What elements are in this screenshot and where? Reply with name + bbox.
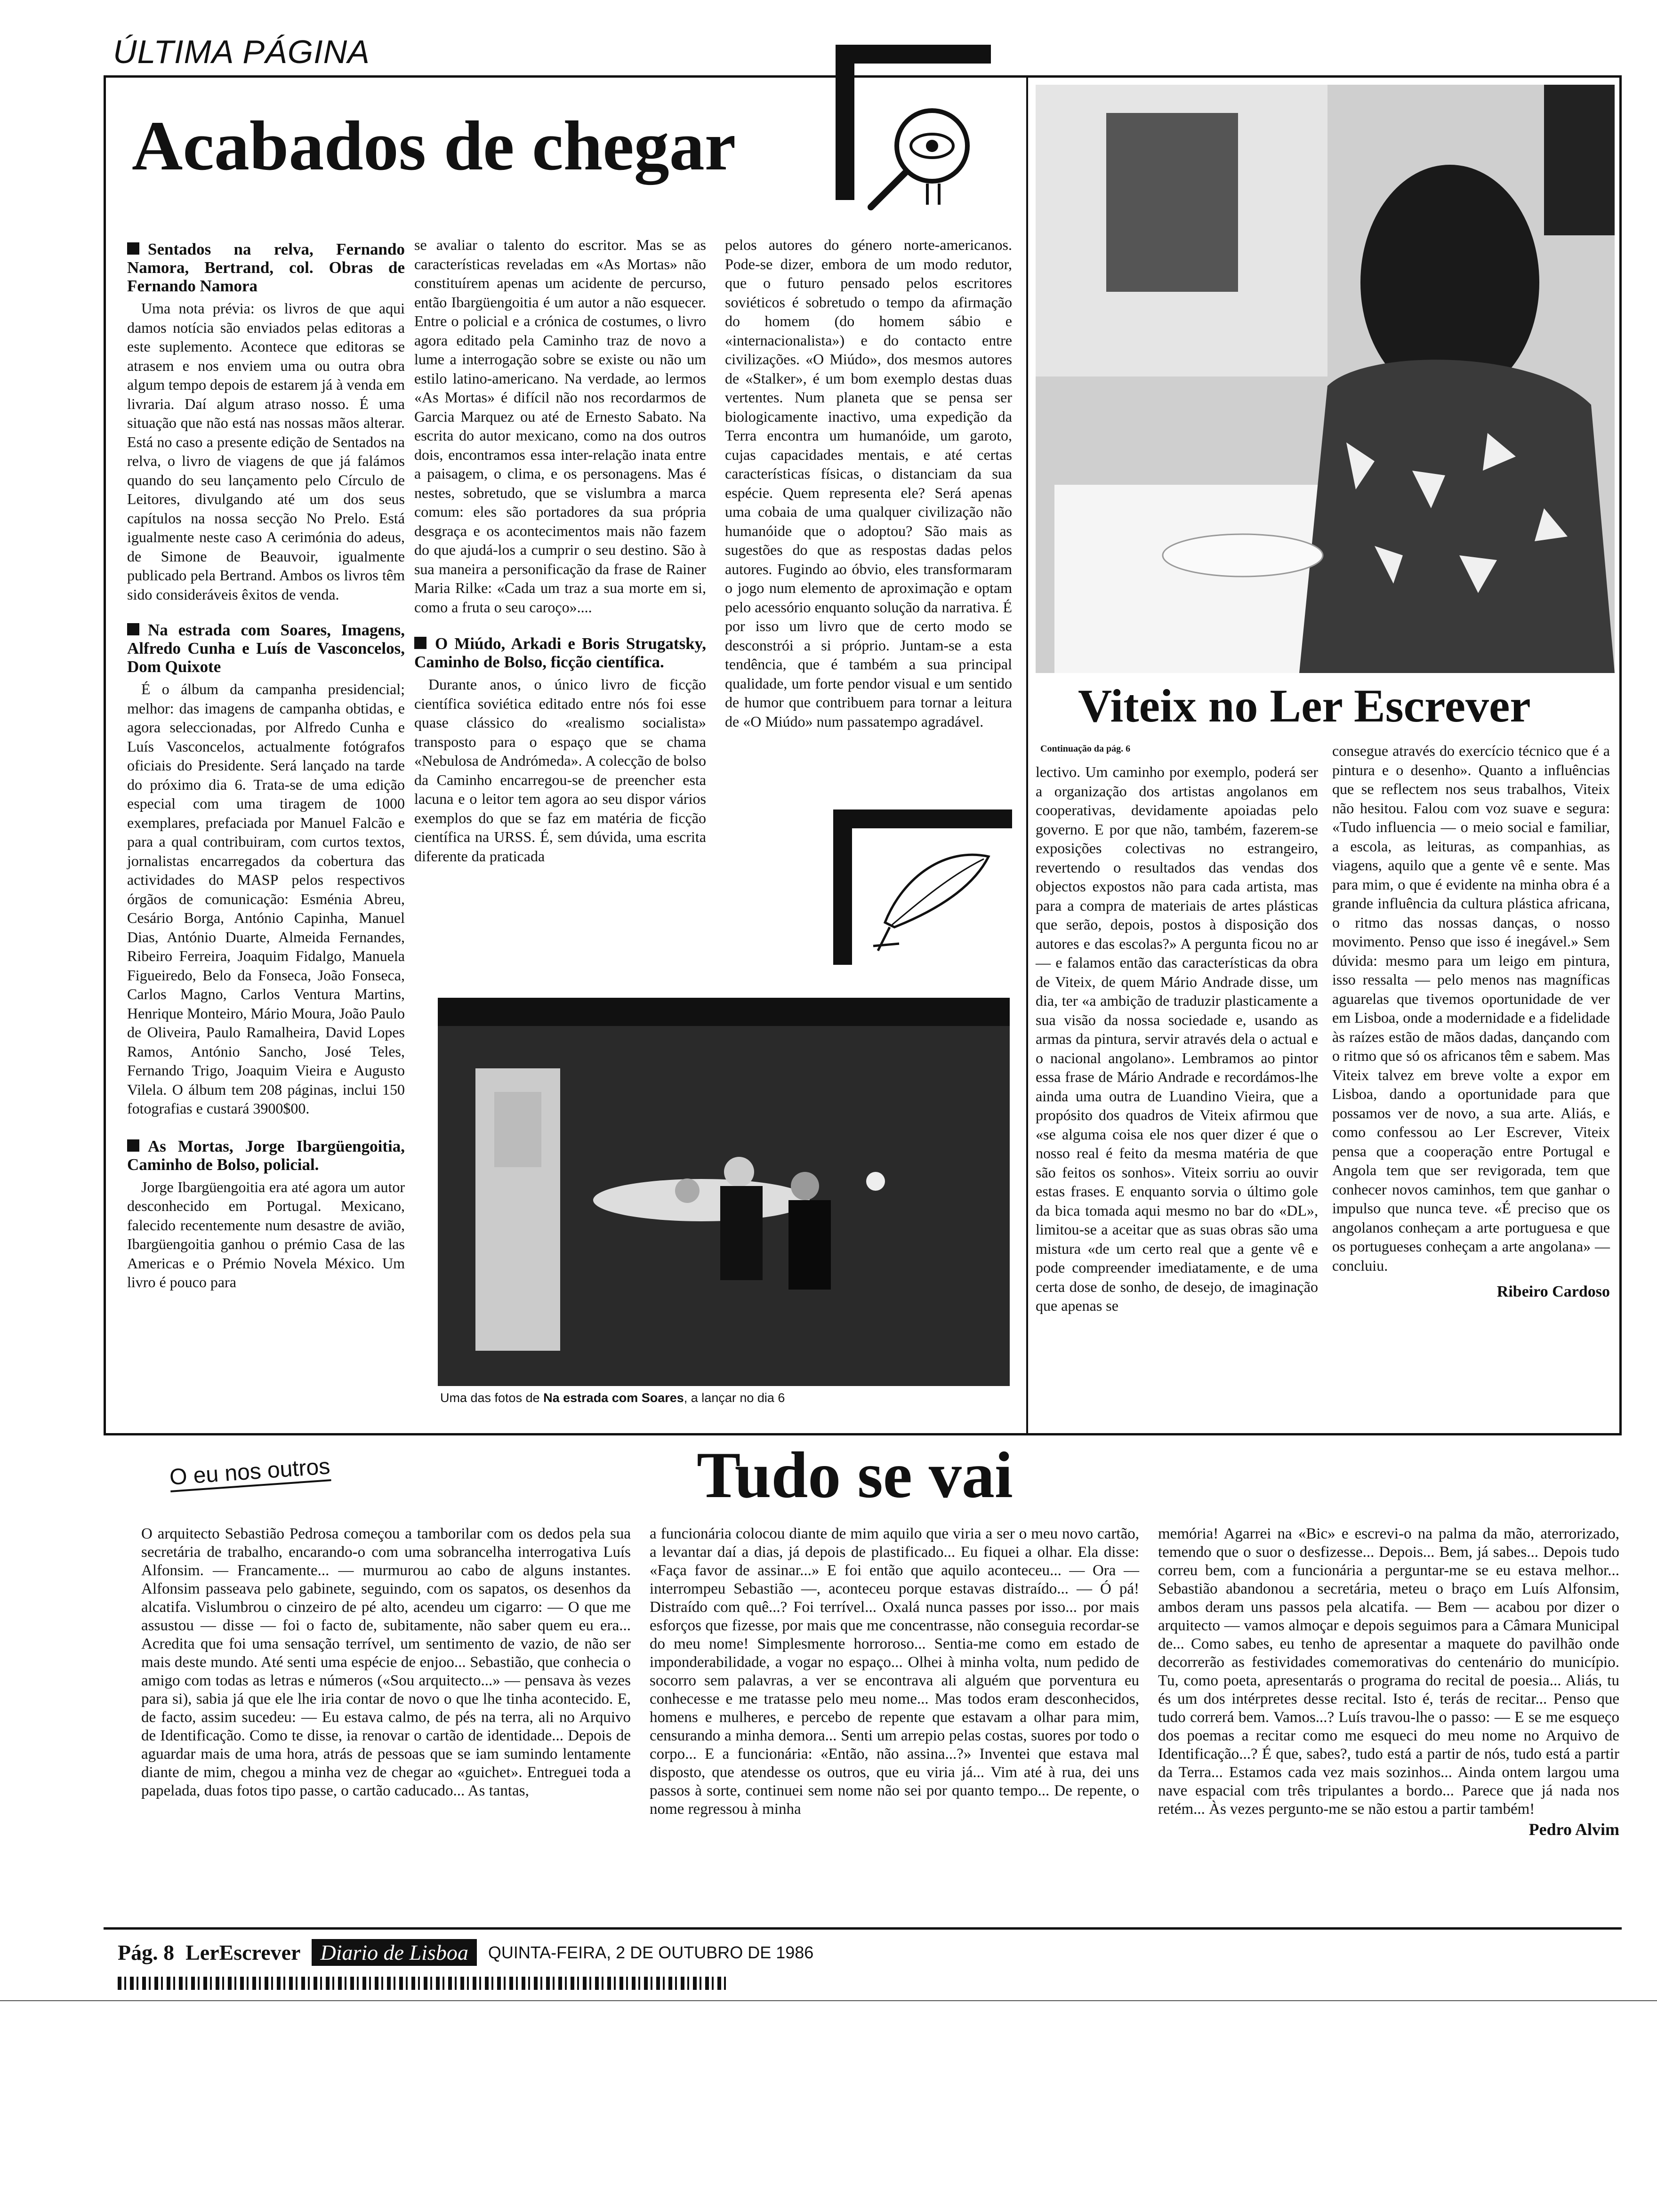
bullet-square-icon (127, 1139, 139, 1152)
book-item-title: Sentados na relva, Fernando Namora, Bertrand, col. Obras de Fernando Namora (127, 240, 405, 295)
article-column-2 (414, 235, 706, 866)
book-item-text: É o álbum da campanha presidencial; melhor: das imagens de campanha obtidas, e agora seleccionadas, por Alfredo Cunha e Luís Vasconcelos, actualmente fotógrafos oficiais do Presidente. Será lançado na tarde do próximo dia 6. Trata-se de uma edição especial com uma tiragem de 1000 exemplares, prefaciada por Manuel Falcão e para a qual contribuiram, com curtos textos, jornalistas encarregados da cobertura das actividades do MASP pelos respectivos órgãos de comunicação: Esménia Abreu, Cesário Borga, António Capinha, Manuel Dias, António Duarte, Almeida Fernandes, Ribeiro Ferreira, Joaquim Fidalgo, Manuela Figueiredo, Belo da Fonseca, João Fonseca, Carlos Magno, Carlos Ventura Martins, Henrique Monteiro, Mário Moura, João Paulo de Oliveira, Paulo Ramalheira, David Lopes Ramos, António Sancho, José Teles, Fernando Trigo, Joaquim Vieira e Augusto Vilela. O álbum tem 208 páginas, inclui 150 fotografias e custará 3900$00. (127, 681, 405, 1117)
story-column-1 (141, 1525, 631, 1800)
footer-rule (104, 1927, 1622, 1930)
event-photo (438, 998, 1010, 1386)
article-column-1 (127, 235, 405, 1292)
photo-caption: Uma das fotos de Na estrada com Soares, a lançar no dia 6 (440, 1391, 785, 1405)
magnifier-eye-icon (861, 94, 984, 221)
quill-pen-icon (833, 809, 1012, 965)
byline: Pedro Alvim (1528, 1820, 1619, 1839)
article-column-3 (725, 235, 1012, 731)
column-title: O eu nos outros (169, 1453, 331, 1492)
headline-viteix: Viteix no Ler Escrever (1078, 680, 1531, 732)
viteix-column-1 (1036, 762, 1318, 1315)
story-column-3 (1158, 1525, 1619, 1839)
book-item-text: Durante anos, o único livro de ficção científica soviética editado entre nós foi esse quase clássico do «realismo socialista» transposto para o espaço que se chama «Nebulosa de Andrómeda». A colecção de bolso da Caminho encarregou-se de preencher esta lacuna e o leitor tem agora ao seu dispor vários exemplos do que se faz em matéria de ficção científica na URSS. É, sem dúvida, uma escrita diferente da praticada (414, 676, 706, 865)
book-item-title: As Mortas, Jorge Ibargüengoitia, Caminho de Bolso, policial. (127, 1137, 405, 1174)
continuation-note: Continuação da pág. 6 (1040, 744, 1131, 754)
headline-tudo-se-vai: Tudo se vai (697, 1439, 1013, 1512)
corner-block-top (836, 45, 991, 64)
book-item-title: O Miúdo, Arkadi e Boris Strugatsky, Caminho de Bolso, ficção científica. (414, 634, 706, 671)
book-item-title: Na estrada com Soares, Imagens, Alfredo Cunha e Luís de Vasconcelos, Dom Quixote (127, 621, 405, 676)
corner-block (836, 45, 854, 200)
story-column-2 (650, 1525, 1139, 1819)
issue-date: QUINTA-FEIRA, 2 DE OUTUBRO DE 1986 (488, 1942, 814, 1962)
column-divider (1026, 75, 1028, 1435)
story-text: a funcionária colocou diante de mim aquilo que viria a ser o meu novo cartão, a levantar daí a dias, já depois de plastificado... Eu fiquei a olhar. Ela disse: «Faça favor de assinar...» E foi então que aquilo aconteceu... — Ora — interrompeu Sebastião —, aconteceu porque estavas distraído... — Ó pá! Distraído com quê...? Foi terrível... Oxalá nunca passes por isso... por mais esforços que fizesse, por mais que me concentrasse, não conseguia recordar-se do meu nome! Simplesmente horroroso... Sentia-me como em estado de imponderabilidade, a vogar no espaço... Olhei à minha volta, num pedido de socorro sem palavras, a ver se encontrava ali alguém que porventura eu conhecesse e me tratasse pelo meu nome... Mas todos eram desconhecidos, homens e mulheres, e percebo de repente que estavam a olhar para mim, censurando a minha demora... Senti um arrepio pelas costas, suores por todo o corpo... E a funcionária: «Então, não assina...?» Inventei que estava mal disposto, que atendesse os outros, que eu viria já... Vim até à rua, dei uns passos à sorte, continuei sem nome não sei por quanto tempo... De repente, o nome regressou à minha (650, 1525, 1139, 1818)
article-text: lectivo. Um caminho por exemplo, poderá ser a organização dos artistas angolanos em cooperativas, devidamente apoiadas pelo governo. E por que não, também, fazerem-se exposições colectivas no estrangeiro, revertendo o resultados das vendas dos objectos expostos não para cada artista, mas para a compra de materiais de artes plásticas que serão, depois, postos à disposição dos autores e das escolas?» A pergunta ficou no ar — e falamos então das características da obra de Viteix, de quem Mário Andrade disse, um dia, ter «a ambição de traduzir plasticamente a sua visão da nossa sociedade e, usando as armas da pintura, servir através dela o actual e o nacional angolano». Lembramos ao pintor essa frase de Mário Andrade e recordámos-lhe ainda uma outra de Luandino Vieira, que a propósito dos quadros de Viteix afirmou que «se alguma coisa ele nos quer dizer é que o nosso real é feito da mesma matéria de que são feitos os sonhos». Viteix sorriu ao ouvir estas frases. E enquanto sorvia o último gole da bica tomada aqui mesmo no bar do «DL», limitou-se a aceitar que as suas obras são uma mistura «de um certo real que a gente vê e pode compreender imediatamente, e de uma certa dose de sonho, de desejo, de imaginação que apenas se (1036, 763, 1318, 1314)
headline-acabados: Acabados de chegar (132, 107, 736, 185)
article-text: se avaliar o talento do escritor. Mas se as características reveladas em «As Mortas» não constituírem apenas um acidente de percurso, então Ibargüengoitia é um autor a não esquecer. Entre o policial e a crónica de costumes, o livro agora editado pela Caminho traz de novo a lume a interrogação sobre se existe ou não um estilo latino-americano. Na verdade, ao lermos «As Mortas» é difícil não nos recordarmos de Garcia Marquez ou até de Ernesto Sabato. Na escrita do autor mexicano, como na dos outros dois, encontramos essa inter-relação inata entre a paisagem, o clima, e os personagens. Mas é nestes, sobretudo, que se vislumbra a marca comum: eles são portadores da sua própria desgraça e os acontecimentos mais não fazem do que ajudá-los a cumprir o seu destino. São à sua maneira a personificação da frase de Rainer Maria Rilke: «Cada um traz a sua morte em si, como a fruta o seu caroço».... (414, 236, 706, 616)
newspaper-name: Diario de Lisboa (312, 1939, 476, 1966)
viteix-column-2 (1332, 741, 1610, 1302)
bullet-square-icon (127, 623, 139, 635)
bottom-scan-rule (0, 2000, 1657, 2001)
story-text: O arquitecto Sebastião Pedrosa começou a tamborilar com os dedos pela sua secretária de trabalho, encarando-o com uma sobrancelha interrogativa Luís Alfonsim. — Francamente... — murmurou ao cabo de alguns instantes. Alfonsim passeava pelo gabinete, seguindo, com os sapatos, os desenhos da alcatifa. Vislumbrou o cinzeiro de pé alto, acendeu um cigarro: — O que me assustou — disse — foi o facto de, subitamente, não saber quem eu era... Acredita que foi uma sensação terrível, um sentimento de vazio, de não ser mais deste mundo. Até senti uma espécie de enjoo... Sebastião, que conhecia o amigo com todas as letras e números («Sou arquitecto...» — pensava às vezes para si), sabia já que ele lhe iria contar de novo o que lhe tinha acontecido. E, de facto, assim sucedeu: — Eu estava calmo, de pés na terra, ali no Arquivo de Identificação. Como te disse, ia renovar o cartão de identidade... Depois de aguardar mais de uma hora, atrás de pessoas que se iam sumindo lentamente diante de mim, chegou a minha vez de chegar ao «guichet». Entreguei toda a papelada, duas fotos tipo passe, o cartão caducado... As tantas, (141, 1525, 631, 1799)
scan-strip (118, 1977, 730, 1990)
bullet-square-icon (414, 637, 426, 649)
article-text: pelos autores do género norte-americanos. Pode-se dizer, embora de um modo redutor, que o futuro pensado pelos escritores soviéticos é sobretudo o tempo da afirmação do homem (do homem sábio e «internacionalista») e do contacto entre civilizações. «O Miúdo», dos mesmos autores de «Stalker», é um bom exemplo destas duas vertentes. Num planeta que se pensa ser biologicamente inactivo, uma expedição da Terra encontra um humanóide, um garoto, cujas capacidades mentais, e até certas características físicas, o distanciam da sua espécie. Quem representa ele? Será apenas uma cobaia de uma qualquer civilização não humanóide que o adoptou? São mais as sugestões do que as respostas dadas pelos autores. Fugindo ao óbvio, eles transformaram o jogo num elemento de aproximação e optam pelo acessório enquanto solução da narrativa. É por isso um livro que de certo modo se desconstrói a si próprio. Juntam-se a esta tendência, que é também a sua principal qualidade, um forte pendor visual e um sentido de humor que contribuem para tornar a leitura de «O Miúdo» num passatempo agradável. (725, 236, 1012, 730)
section-label: ÚLTIMA PÁGINA (113, 33, 370, 70)
byline: Ribeiro Cardoso (1496, 1283, 1610, 1300)
book-item-text: Jorge Ibargüengoitia era até agora um autor desconhecido em Portugal. Mexicano, falecido recentemente num desastre de avião, Ibargüengoitia ganhou o prémio Casa de las Americas e o Prémio Novela México. Um livro é pouco para (127, 1178, 405, 1290)
book-item-text: Uma nota prévia: os livros de que aqui damos notícia são enviados pelas editoras a este suplemento. Acontece que editoras se atrasem e nos enviem uma ou outra obra algum tempo depois de estarem já à venda em livraria. Daí algum atraso nosso. É uma situação que não está nas nossas mãos alterar. Está no caso a presente edição de Sentados na relva, o livro de viagens de que já falámos quando do seu lançamento pelo Círculo de Leitores, divulgando até um dos seus capítulos na nossa secção No Prelo. Está igualmente neste caso A cerimónia do adeus, de Simone de Beauvoir, igualmente publicado pela Bertrand. Ambos os livros têm sido consideráveis êxitos de venda. (127, 300, 405, 603)
page-number: Pág. 8 (118, 1940, 175, 1964)
viteix-portrait-photo (1036, 85, 1615, 673)
story-text: memória! Agarrei na «Bic» e escrevi-o na palma da mão, aterrorizado, temendo que o suor o desfizesse... Depois... Bem, já sabes... Depois tudo correu bem, com a funcionária a perguntar-me se eu estava melhor... Sebastião abandonou a secretária, meteu o braço em Luís Alfonsim, ambos deram uns passos pela alcatifa. — Bem — acabou por dizer o arquitecto — vamos almoçar e depois seguimos para a Câmara Municipal de... Como sabes, eu tenho de apresentar a maquete do pavilhão onde decorrerão as festividades comemorativas do centenário do município. Tu, como poeta, apresentarás o programa do recital de poesia... Aliás, tu és um dos intérpretes desse recital. Isto é, terás de recitar... Penso que tudo correrá bem. Vamos...? Luís travou-lhe o passo: — E se me esqueço dos poemas a recitar como me esqueci do meu nome no Arquivo de Identificação...? É que, sabes?, tudo está a partir de nós, tudo está a partir da Terra... Estamos cada vez mais sozinhos... Ainda ontem largou uma nave espacial com três tripulantes a bordo... Parece que já nada nos retém... Às vezes pergunto-me se não estou a partir também! (1158, 1525, 1619, 1818)
footer-bar (118, 1939, 813, 1966)
bullet-square-icon (127, 242, 139, 255)
article-text: consegue através do exercício técnico que é a pintura e o desenho». Quanto a influências que se reflectem nos seus trabalhos, Viteix não hesitou. Falou com voz suave e segura: «Tudo influencia — o meio social e familiar, a escola, as leituras, as companhias, as viagens, aquilo que a gente vê e sente. Mas para mim, o que é evidente na minha obra é a grande influência da cultura plástica africana, o ritmo das nossas danças, o nosso movimento. Penso que isso é inegável.» Sem dúvida: mesmo para um leigo em pintura, isso ressalta — pelo menos nas magníficas aguarelas que tivemos oportunidade de ver em Lisboa, onde a modernidade e a fidelidade às raízes estão de mãos dadas, dançando com o ritmo que só os africanos têm e sabem. Mas Viteix talvez em breve volte a expor em Lisboa, dando a oportunidade para que possamos ver de novo, a sua arte. Aliás, e como confessou ao Ler Escrever, Viteix pensa que a cooperação entre Portugal e Angola tem que ser revigorada, tem que conhecer novos caminhos, tem que ganhar o impulso que nunca teve. «É preciso que os angolanos conheçam a arte portuguesa e que os portugueses conheçam a arte angolana» — concluiu. (1332, 742, 1610, 1274)
supplement-name: LerEscrever (185, 1940, 301, 1964)
